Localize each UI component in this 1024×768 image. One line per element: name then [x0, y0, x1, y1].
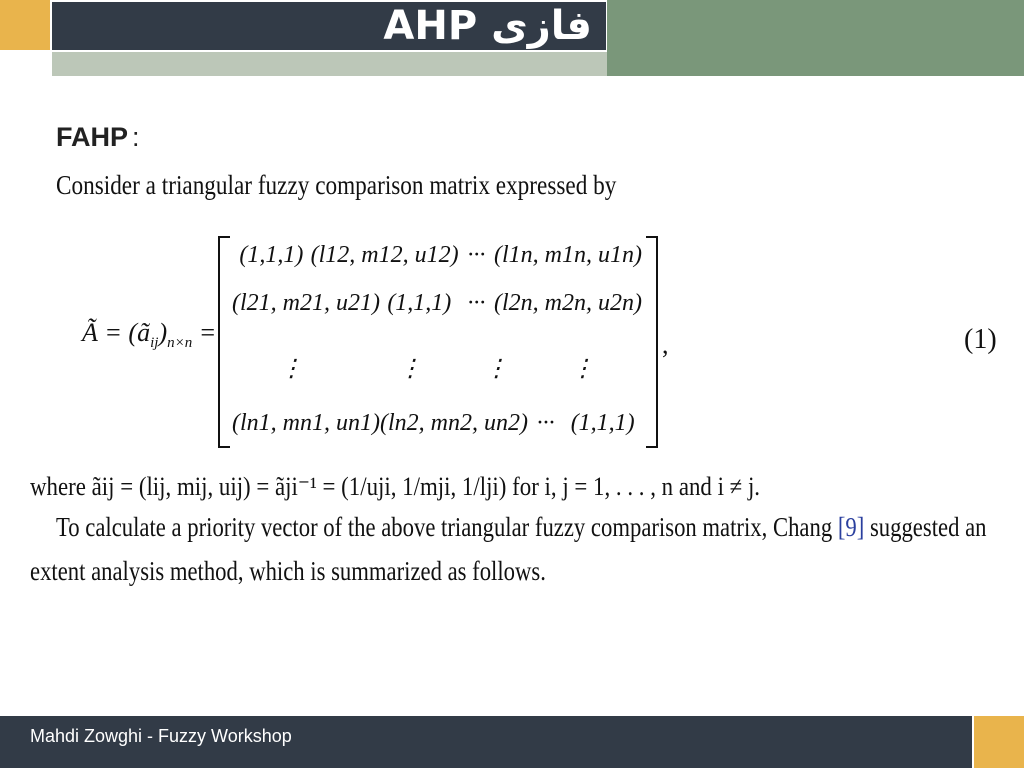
matrix-cell: ⋮ [570, 356, 595, 382]
fuzzy-matrix [218, 236, 658, 446]
intro-paragraph: Consider a triangular fuzzy comparison matrix expressed by [56, 170, 617, 200]
matrix-cell: (l2n, m2n, u2n) [494, 290, 642, 316]
matrix-cell: (ln1, mn1, un1) [232, 410, 380, 436]
bottom-right-accent [974, 716, 1024, 768]
citation-link[interactable]: [9] [837, 512, 865, 542]
matrix-cell: (l1n, m1n, u1n) [494, 242, 642, 268]
footer-text: Mahdi Zowghi - Fuzzy Workshop [30, 726, 292, 746]
lhs-sub-nxn: n×n [167, 335, 193, 352]
matrix-cell: ··· [536, 410, 555, 436]
paragraph-text-end: suggested an [864, 512, 987, 542]
matrix-left-bracket [218, 236, 230, 448]
matrix-cell: (l12, m12, u12) [310, 242, 459, 268]
priority-paragraph [56, 512, 986, 543]
matrix-cell: (1,1,1) [570, 410, 635, 436]
heading-text: FAHP [56, 122, 129, 152]
footer-bar [0, 716, 972, 768]
priority-paragraph-line2: extent analysis method, which is summarized as follows. [30, 556, 546, 586]
equation-lhs [82, 318, 216, 352]
heading-colon: : [132, 122, 140, 152]
matrix-row [232, 354, 642, 383]
matrix-row [232, 410, 642, 437]
matrix-cell: (ln2, mn2, un2) [379, 410, 528, 436]
matrix-trailing-comma: , [662, 330, 669, 359]
matrix-right-bracket [646, 236, 658, 448]
lhs-close: ) [158, 318, 168, 347]
paragraph-text: To calculate a priority vector of the above triangular fuzzy comparison matrix, Chang [56, 512, 838, 542]
matrix-row [232, 242, 642, 269]
equation-number: (1) [964, 324, 997, 355]
matrix-cell: ⋮ [484, 356, 509, 382]
slide-content [30, 0, 1000, 700]
where-line: where ãij = (lij, mij, uij) = ãji⁻¹ = (1/uji, 1/mji, 1/lji) for i, j = 1, . . . , n and i ≠ j. [30, 472, 761, 501]
slide-title: AHP فازی [383, 3, 592, 49]
matrix-cell: ··· [467, 290, 486, 316]
matrix-cell: (1,1,1) [239, 242, 304, 268]
matrix-cell: (l21, m21, u21) [232, 290, 380, 316]
matrix-cell: ⋮ [279, 356, 304, 382]
matrix-cell: (1,1,1) [387, 290, 452, 316]
lhs-equals: = [192, 318, 217, 347]
matrix-cell: ··· [467, 242, 486, 268]
section-heading [56, 122, 140, 153]
matrix-row [232, 290, 642, 317]
matrix-cell: ⋮ [398, 356, 423, 382]
lhs-sub-ij: ij [150, 335, 159, 352]
lhs-main: Ã = (ã [82, 318, 151, 347]
